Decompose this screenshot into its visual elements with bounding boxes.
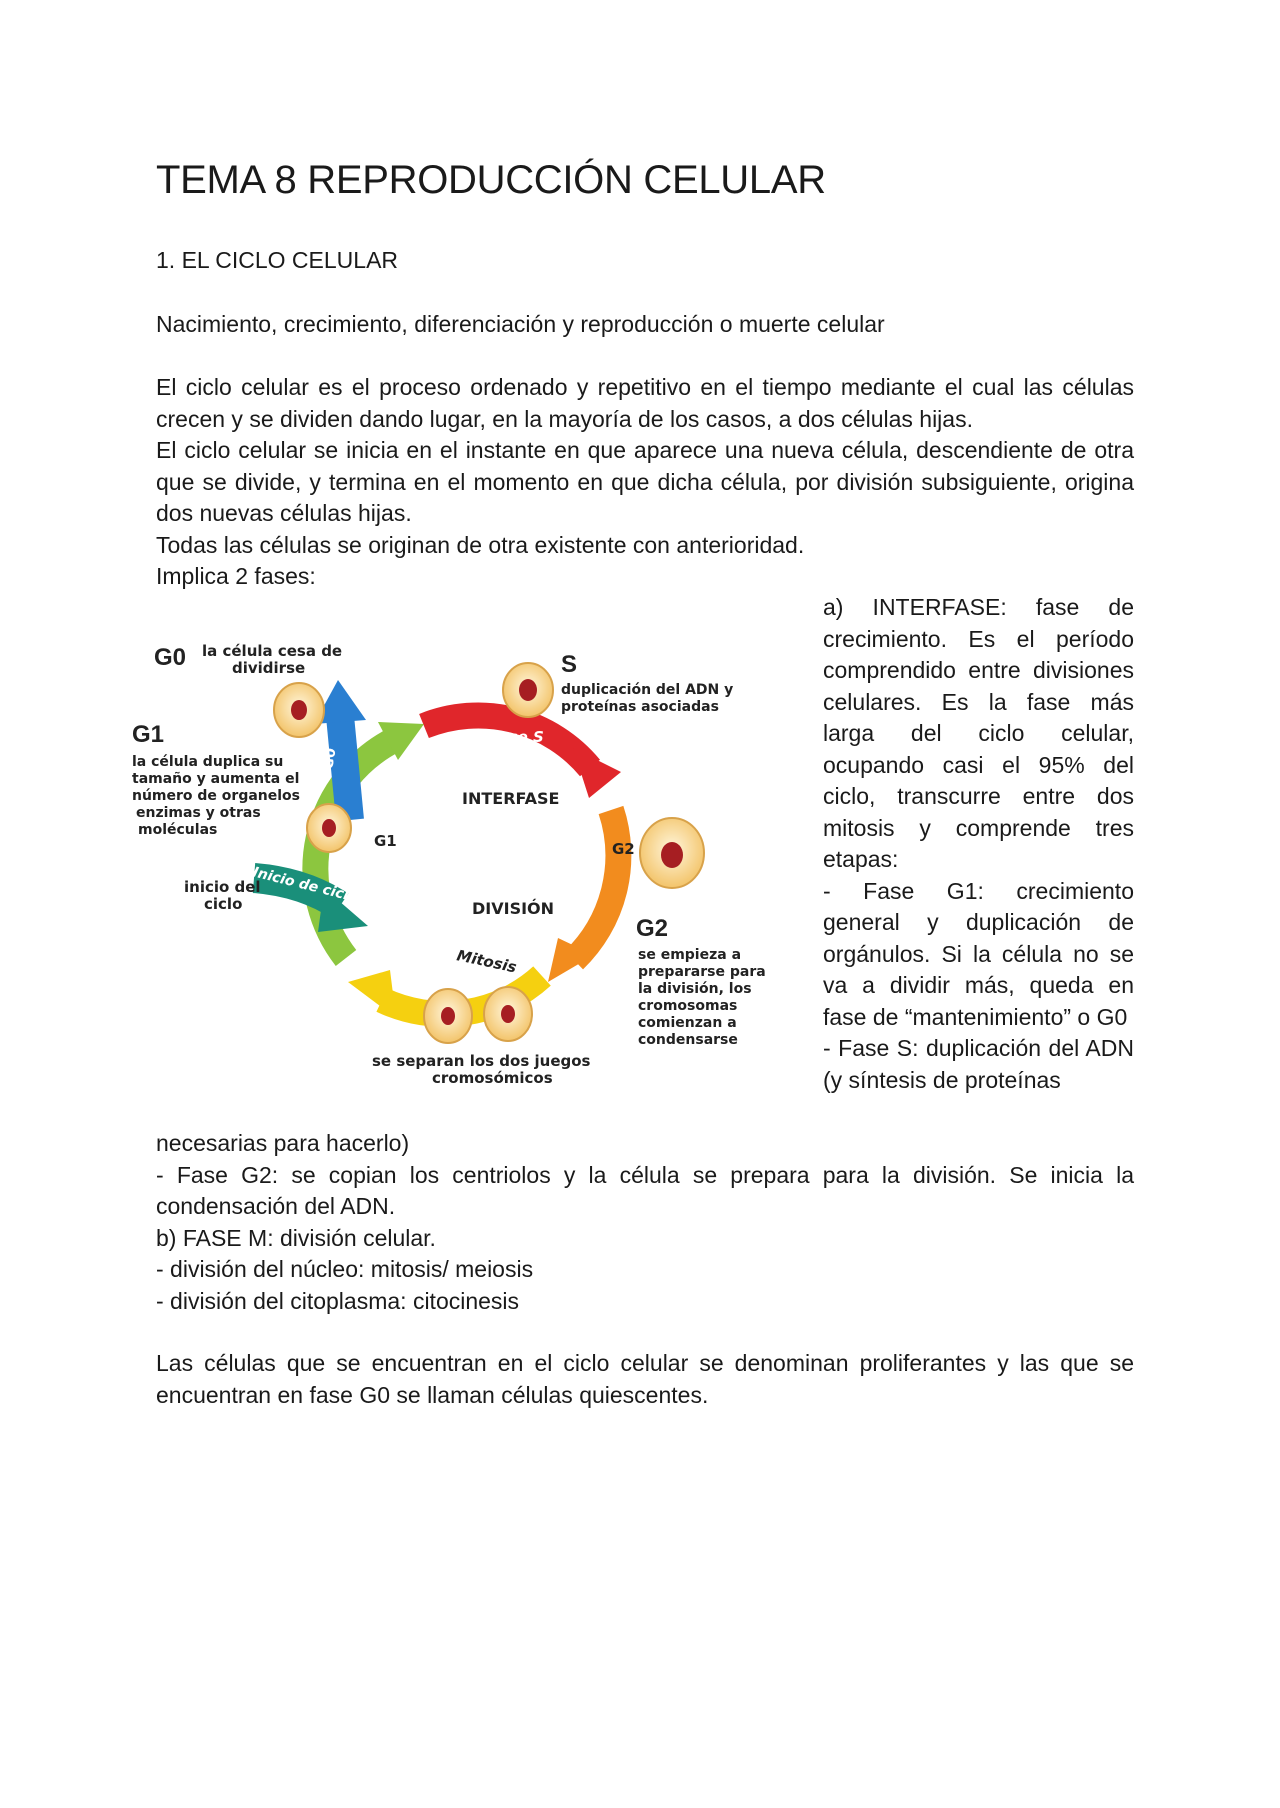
cell-s [503,663,553,717]
section-heading: 1. EL CICLO CELULAR [156,247,399,273]
fase-s-paragraph: - Fase S: duplicación del ADN (y síntesis de proteínas [823,1035,1134,1093]
closing-paragraph: Las células que se encuentran en el ciclo celular se denominan proliferantes y las que se encuentran en fase G0 se llaman células quiescentes. [156,1350,1134,1408]
mitosis-arrowhead [348,970,396,1018]
g1-desc-line: tamaño y aumenta el [132,771,300,787]
g1-heading: G1 [132,721,165,748]
cell-daughter-left [424,989,472,1043]
g0-desc-line: la célula cesa de [202,642,343,660]
inicio-desc-line: ciclo [204,895,243,913]
g2-desc-line: condensarse [638,1032,738,1048]
interfase-label: INTERFASE [462,789,560,808]
inicio-description [184,878,266,913]
g0-desc-line: dividirse [232,659,306,677]
g0-arrow-label: G0 [320,747,340,771]
s-desc-line: duplicación del ADN y [561,682,734,698]
intro-paragraph: El ciclo celular es el proceso ordenado y repetitivo en el tiempo mediante el cual las células crecen y se dividen dando lugar, en la mayoría de los casos, a dos células hijas. [156,374,1134,432]
intro-paragraph: El ciclo celular se inicia en el instante en que aparece una nueva célula, descendiente de otra que se divide, y termina en el momento en que dicha célula, por división subsiguiente, origina dos nuevas células hijas. [156,437,1134,526]
g1-desc-line: la célula duplica su [132,754,284,770]
g1-arrow-label: G1 [374,832,397,850]
division-label: DIVISIÓN [472,899,555,918]
fase-g2-paragraph: - Fase G2: se copian los centriolos y la célula se prepara para la división. Se inicia la condensación del ADN. [156,1161,1134,1219]
subtitle-text: Nacimiento, crecimiento, diferenciación y reproducción o muerte celular [156,311,885,337]
mitosis-arrow-label: Mitosis [455,946,519,977]
cytoplasm-division-line: - división del citoplasma: citocinesis [156,1287,520,1314]
continuation-text [156,1128,1134,1317]
inicio-arrow-label: Inicio de ciclo [251,864,360,906]
g2-description [638,947,771,1048]
g2-desc-line: cromosomas [638,998,738,1014]
g2-arc [574,810,618,960]
cell-g1 [307,804,351,852]
mitosis-description [372,1052,596,1087]
mitosis-desc-line: cromosómicos [432,1069,553,1087]
g2-desc-line: comienzan a [638,1015,737,1031]
cell-cycle-diagram [124,620,800,1090]
g2-heading: G2 [636,915,669,942]
fase-s-arrow-label: Fase S [490,728,544,746]
intro-paragraphs [156,372,1134,593]
inicio-desc-line: inicio del [184,878,261,896]
g2-arrow-label: G2 [612,840,635,858]
continuation-line: necesarias para hacerlo) [156,1130,410,1156]
nucleus-division-line: - división del núcleo: mitosis/ meiosis [156,1256,534,1282]
g2-desc-line: prepararse para [638,964,766,980]
g2-desc-line: se empieza a [638,947,742,963]
fase-m-line: b) FASE M: división celular. [156,1224,436,1251]
interfase-column-text [823,592,1134,1096]
g2-desc-line: la división, los [638,981,752,997]
cell-daughter-right [484,987,532,1041]
s-desc-line: proteínas asociadas [561,699,719,715]
intro-paragraph: Implica 2 fases: [156,563,316,589]
g1-desc-line: número de organelos [132,788,301,804]
g1-description [132,754,305,838]
fase-g1-paragraph: - Fase G1: crecimiento general y duplicación de orgánulos. Si la célula no se va a dividir más, queda en fase de “mantenimiento” o G0 [823,877,1134,1030]
interfase-paragraph: a) INTERFASE: fase de crecimiento. Es el período comprendido entre divisiones celulares. Es la fase más larga del ciclo celular, ocupando casi el 95% del ciclo, transcurre entre dos mitosis y comprende tres etapas: [823,594,1134,872]
g0-arrow-shaft [340,716,350,820]
intro-paragraph: Todas las células se originan de otra existente con anterioridad. [156,531,805,558]
s-description [561,682,738,715]
g0-heading: G0 [154,644,187,671]
cell-g2 [640,818,704,888]
page-title: TEMA 8 REPRODUCCIÓN CELULAR [156,158,826,202]
mitosis-desc-line: se separan los dos juegos [372,1052,591,1070]
g0-description [202,642,347,677]
g1-desc-line: enzimas y otras [136,805,261,821]
cell-g0 [274,683,324,737]
g1-desc-line: moléculas [138,822,218,838]
s-heading: S [561,651,578,678]
